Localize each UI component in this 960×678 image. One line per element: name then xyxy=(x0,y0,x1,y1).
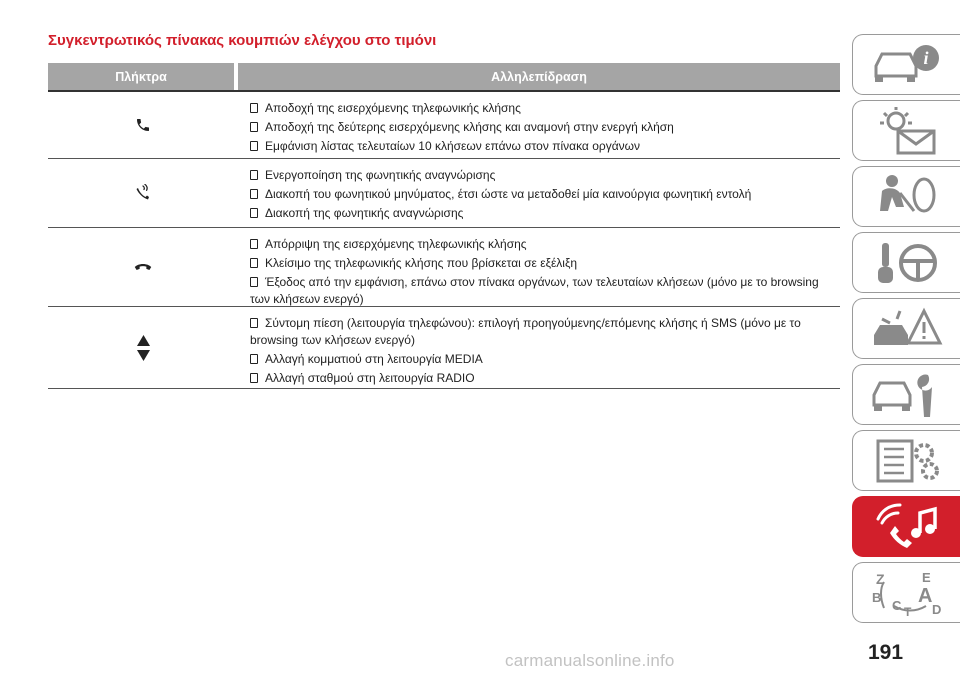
table-row xyxy=(48,228,840,307)
list-item: Κλείσιμο της τηλεφωνικής κλήσης που βρίσκεται σε εξέλιξη xyxy=(250,255,840,272)
up-arrow-icon xyxy=(137,335,150,346)
car-wrench-icon xyxy=(870,371,944,419)
alphabet-index-icon xyxy=(870,568,944,618)
index-letter-a: A xyxy=(917,584,932,607)
tab-warning-lights[interactable] xyxy=(852,100,960,161)
controls-table xyxy=(48,63,840,389)
table-row xyxy=(48,159,840,228)
tab-emergency[interactable] xyxy=(852,298,960,359)
tab-index[interactable] xyxy=(852,562,960,623)
list-gears-icon xyxy=(870,437,944,485)
watermark: carmanualsonline.info xyxy=(505,651,675,670)
list-item: Σύντομη πίεση (λειτουργία τηλεφώνου): επιλογή προηγούμενης/επόμενης κλήσης ή SMS (μόνο με το browsing των κλήσεων ενεργό) xyxy=(250,316,801,347)
multimedia-note-icon xyxy=(870,503,944,551)
list-item: Αποδοχή της δεύτερης εισερχόμενης κλήσης και αναμονή στην ενεργή κλήση xyxy=(250,119,840,136)
car-info-icon xyxy=(870,42,944,88)
tab-maintenance[interactable] xyxy=(852,364,960,425)
car-crash-warning-icon xyxy=(870,305,944,353)
list-item: Απόρριψη της εισερχόμενης τηλεφωνικής κλήσης xyxy=(250,236,840,253)
table-header xyxy=(48,63,840,90)
header-keys: Πλήκτρα xyxy=(48,63,234,90)
list-item: Ενεργοποίηση της φωνητικής αναγνώρισης xyxy=(250,167,840,184)
seat-airbag-icon xyxy=(870,173,944,221)
down-arrow-icon xyxy=(137,350,150,361)
list-item: Αποδοχή της εισερχόμενης τηλεφωνικής κλήσης xyxy=(250,100,840,117)
table-row xyxy=(48,92,840,159)
list-item: Έξοδος από την εμφάνιση, επάνω στον πίνακα οργάνων, των τελευταίων κλήσεων (μόνο με το browsing των κλήσεων ενεργό) xyxy=(250,275,819,306)
index-letter-z: Z xyxy=(875,570,885,587)
phone-hangup-icon xyxy=(134,262,152,272)
svg-text:i: i xyxy=(922,47,929,68)
warning-light-mail-icon xyxy=(870,107,944,155)
index-letter-b: B xyxy=(871,589,881,605)
phone-answer-icon xyxy=(135,117,151,133)
list-item: Διακοπή της φωνητικής αναγνώρισης xyxy=(250,205,840,222)
index-letter-c: C xyxy=(891,597,901,613)
key-steering-wheel-icon xyxy=(870,239,944,287)
tab-safety[interactable] xyxy=(852,166,960,227)
header-interaction: Αλληλεπίδραση xyxy=(238,63,840,90)
index-letter-d: D xyxy=(931,601,941,617)
table-row xyxy=(48,307,840,389)
list-item: Διακοπή του φωνητικού μηνύματος, έτσι ώστε να μεταδοθεί μία καινούργια φωνητική εντολή xyxy=(250,186,840,203)
index-letter-t: T xyxy=(903,604,911,618)
list-item: Εμφάνιση λίστας τελευταίων 10 κλήσεων επάνω στον πίνακα οργάνων xyxy=(250,138,840,155)
tab-technical-data[interactable] xyxy=(852,430,960,491)
list-item: Αλλαγή σταθμού στη λειτουργία RADIO xyxy=(250,370,840,387)
list-item: Αλλαγή κομματιού στη λειτουργία MEDIA xyxy=(250,351,840,368)
chapter-tabs xyxy=(852,34,960,628)
tab-multimedia[interactable] xyxy=(852,496,960,557)
page-number: 191 xyxy=(868,641,904,664)
tab-starting-driving[interactable] xyxy=(852,232,960,293)
page-title: Συγκεντρωτικός πίνακας κουμπιών ελέγχου στο τιμόνι xyxy=(48,32,437,49)
voice-recognition-icon xyxy=(135,184,151,202)
tab-car-info[interactable] xyxy=(852,34,960,95)
index-letter-e: E xyxy=(921,569,931,585)
